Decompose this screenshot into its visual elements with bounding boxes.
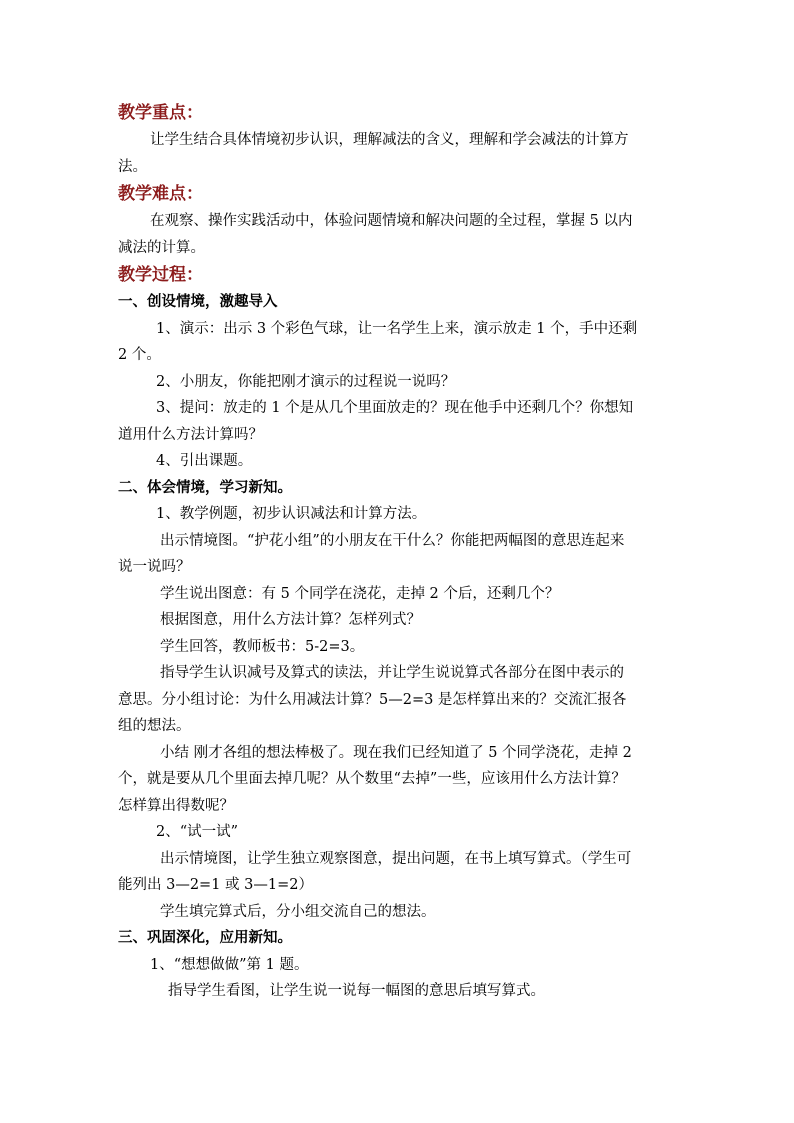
list-item-line: 2 个。 [118,347,161,363]
heading-teaching-difficulty: 教学难点： [118,184,203,204]
paragraph-line: 组的想法。 [118,718,191,734]
heading-teaching-focus: 教学重点： [118,103,203,123]
list-item-line: 3、提问：放走的 1 个是从几个里面放走的？现在他手中还剩几个？你想知 [156,400,634,416]
paragraph-line: 法。 [118,158,147,175]
paragraph-line: 学生回答，教师板书：5-2=3。 [160,638,365,655]
list-item-line: 2、小朋友，你能把刚才演示的过程说一说吗？ [156,373,456,390]
paragraph-line: 个，就是要从几个里面去掉几呢？从个数里“去掉”一些，应该用什么方法计算？ [118,771,626,787]
paragraph-line: 学生填完算式后，分小组交流自己的想法。 [160,903,436,920]
paragraph-line: 怎样算出得数呢？ [118,797,234,814]
section-title-3: 三、巩固深化，应用新知。 [118,930,292,946]
paragraph-line: 在观察、操作实践活动中，体验问题情境和解决问题的全过程，掌握 5 以内 [150,213,633,229]
heading-teaching-process: 教学过程： [118,265,203,285]
paragraph-line: 指导学生认识减号及算式的读法，并让学生说说算式各部分在图中表示的 [160,665,624,681]
list-item-line: 4、引出课题。 [156,453,253,469]
list-item-line: 2、“试一试” [156,824,239,840]
list-item-line: 1、演示：出示 3 个彩色气球，让一名学生上来，演示放走 1 个，手中还剩 [156,320,638,337]
section-title-2: 二、体会情境，学习新知。 [118,479,292,496]
paragraph-line: 让学生结合具体情境初步认识，理解减法的含义，理解和学会减法的计算方 [150,132,629,148]
paragraph-line: 出示情境图，让学生独立观察图意，提出问题，在书上填写算式。（学生可 [160,850,632,867]
document-body [118,99,678,1005]
paragraph-line: 意思。分小组讨论：为什么用减法计算？5—2=3 是怎样算出来的？交流汇报各 [118,691,627,708]
list-item-line: 道用什么方法计算吗？ [118,426,263,443]
paragraph-line: 说一说吗？ [118,559,191,575]
paragraph-line: 出示情境图。“护花小组”的小朋友在干什么？你能把两幅图的意思连起来 [160,532,625,549]
paragraph-line: 指导学生看图，让学生说一说每一幅图的意思后填写算式。 [168,983,545,999]
paragraph-line: 能列出 3—2=1 或 3—1=2） [118,877,313,893]
paragraph-line: 根据图意，用什么方法计算？怎样列式？ [160,612,421,628]
paragraph-line: 小结 刚才各组的想法棒极了。现在我们已经知道了 5 个同学浇花，走掉 2 [160,744,632,761]
list-item-line: 1、“想想做做”第 1 题。 [150,956,309,973]
paragraph-line: 学生说出图意：有 5 个同学在浇花，走掉 2 个后，还剩几个？ [160,585,560,602]
section-title-1: 一、创设情境，激趣导入 [118,294,278,310]
paragraph-line: 减法的计算。 [118,239,205,256]
list-item-line: 1、教学例题，初步认识减法和计算方法。 [156,506,427,522]
